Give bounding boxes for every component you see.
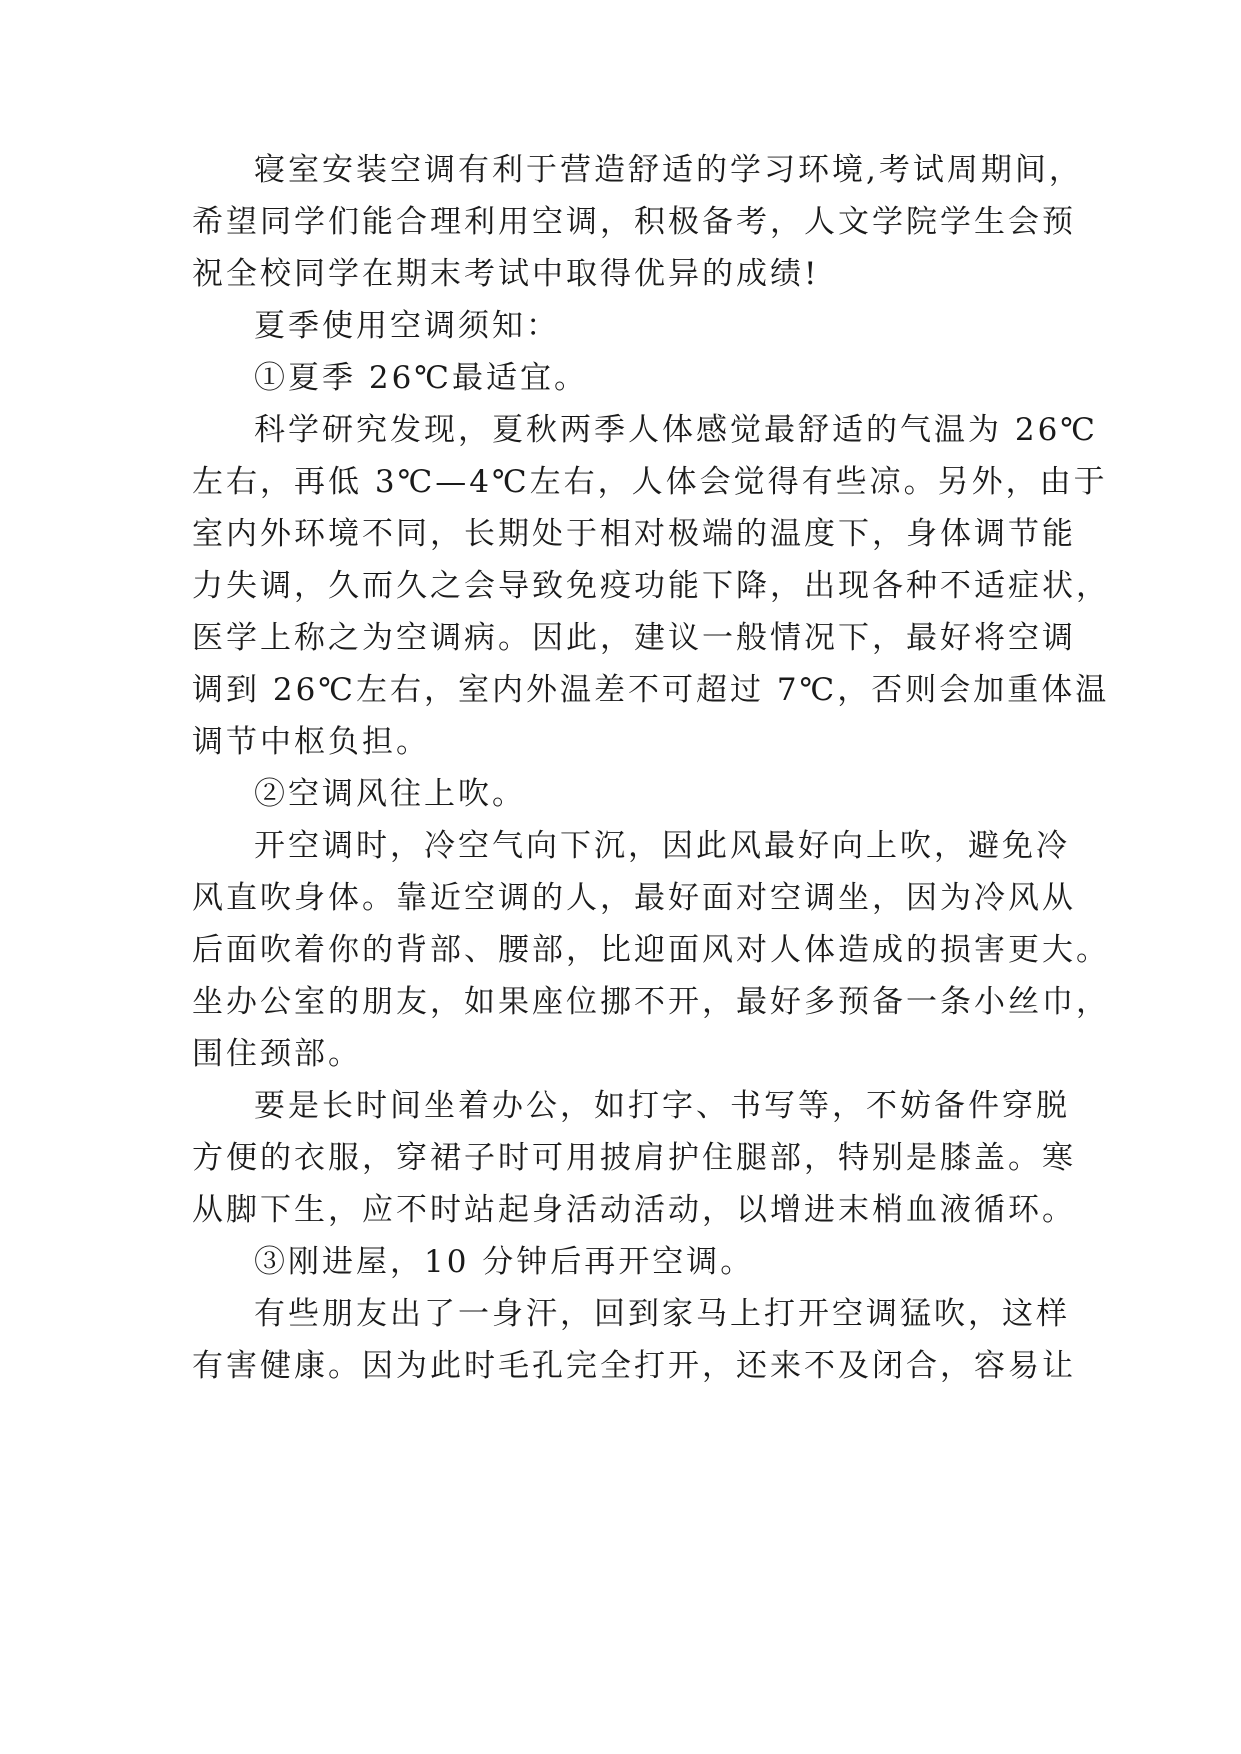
section-heading: 夏季使用空调须知：	[254, 308, 560, 344]
text-line: 医学上称之为空调病。因此，建议一般情况下，最好将空调	[192, 620, 1076, 656]
text-line: 坐办公室的朋友，如果座位挪不开，最好多预备一条小丝巾，	[192, 984, 1110, 1020]
text-line: 调到 26℃左右，室内外温差不可超过 7℃，否则会加重体温	[192, 672, 1110, 708]
text-line: 希望同学们能合理利用空调，积极备考，人文学院学生会预	[192, 204, 1076, 240]
text-line: 室内外环境不同，长期处于相对极端的温度下，身体调节能	[192, 516, 1076, 552]
tip-heading-3: ③刚进屋，10 分钟后再开空调。	[254, 1244, 755, 1280]
text-line: 力失调，久而久之会导致免疫功能下降，出现各种不适症状，	[192, 568, 1110, 604]
text-line: 左右，再低 3℃—4℃左右，人体会觉得有些凉。另外，由于	[192, 464, 1108, 500]
text-line: 有些朋友出了一身汗，回到家马上打开空调猛吹，这样	[254, 1296, 1070, 1332]
text-line: 要是长时间坐着办公，如打字、书写等，不妨备件穿脱	[254, 1088, 1070, 1124]
text-line: 科学研究发现，夏秋两季人体感觉最舒适的气温为 26℃	[254, 412, 1098, 448]
text-line: 围住颈部。	[192, 1036, 362, 1072]
tip-heading-2: ②空调风往上吹。	[254, 776, 526, 812]
text-line: 风直吹身体。靠近空调的人，最好面对空调坐，因为冷风从	[192, 880, 1076, 916]
text-line: 从脚下生，应不时站起身活动活动，以增进末梢血液循环。	[192, 1192, 1076, 1228]
text-line: 后面吹着你的背部、腰部，比迎面风对人体造成的损害更大。	[192, 932, 1110, 968]
text-line: 方便的衣服，穿裙子时可用披肩护住腿部，特别是膝盖。寒	[192, 1140, 1076, 1176]
text-line: 有害健康。因为此时毛孔完全打开，还来不及闭合，容易让	[192, 1348, 1076, 1384]
text-line: 调节中枢负担。	[192, 724, 430, 760]
tip-heading-1: ①夏季 26℃最适宜。	[254, 360, 588, 396]
text-line: 开空调时，冷空气向下沉，因此风最好向上吹，避免冷	[254, 828, 1070, 864]
text-line: 寝室安装空调有利于营造舒适的学习环境,考试周期间，	[254, 152, 1083, 188]
text-line: 祝全校同学在期末考试中取得优异的成绩!	[192, 256, 820, 292]
